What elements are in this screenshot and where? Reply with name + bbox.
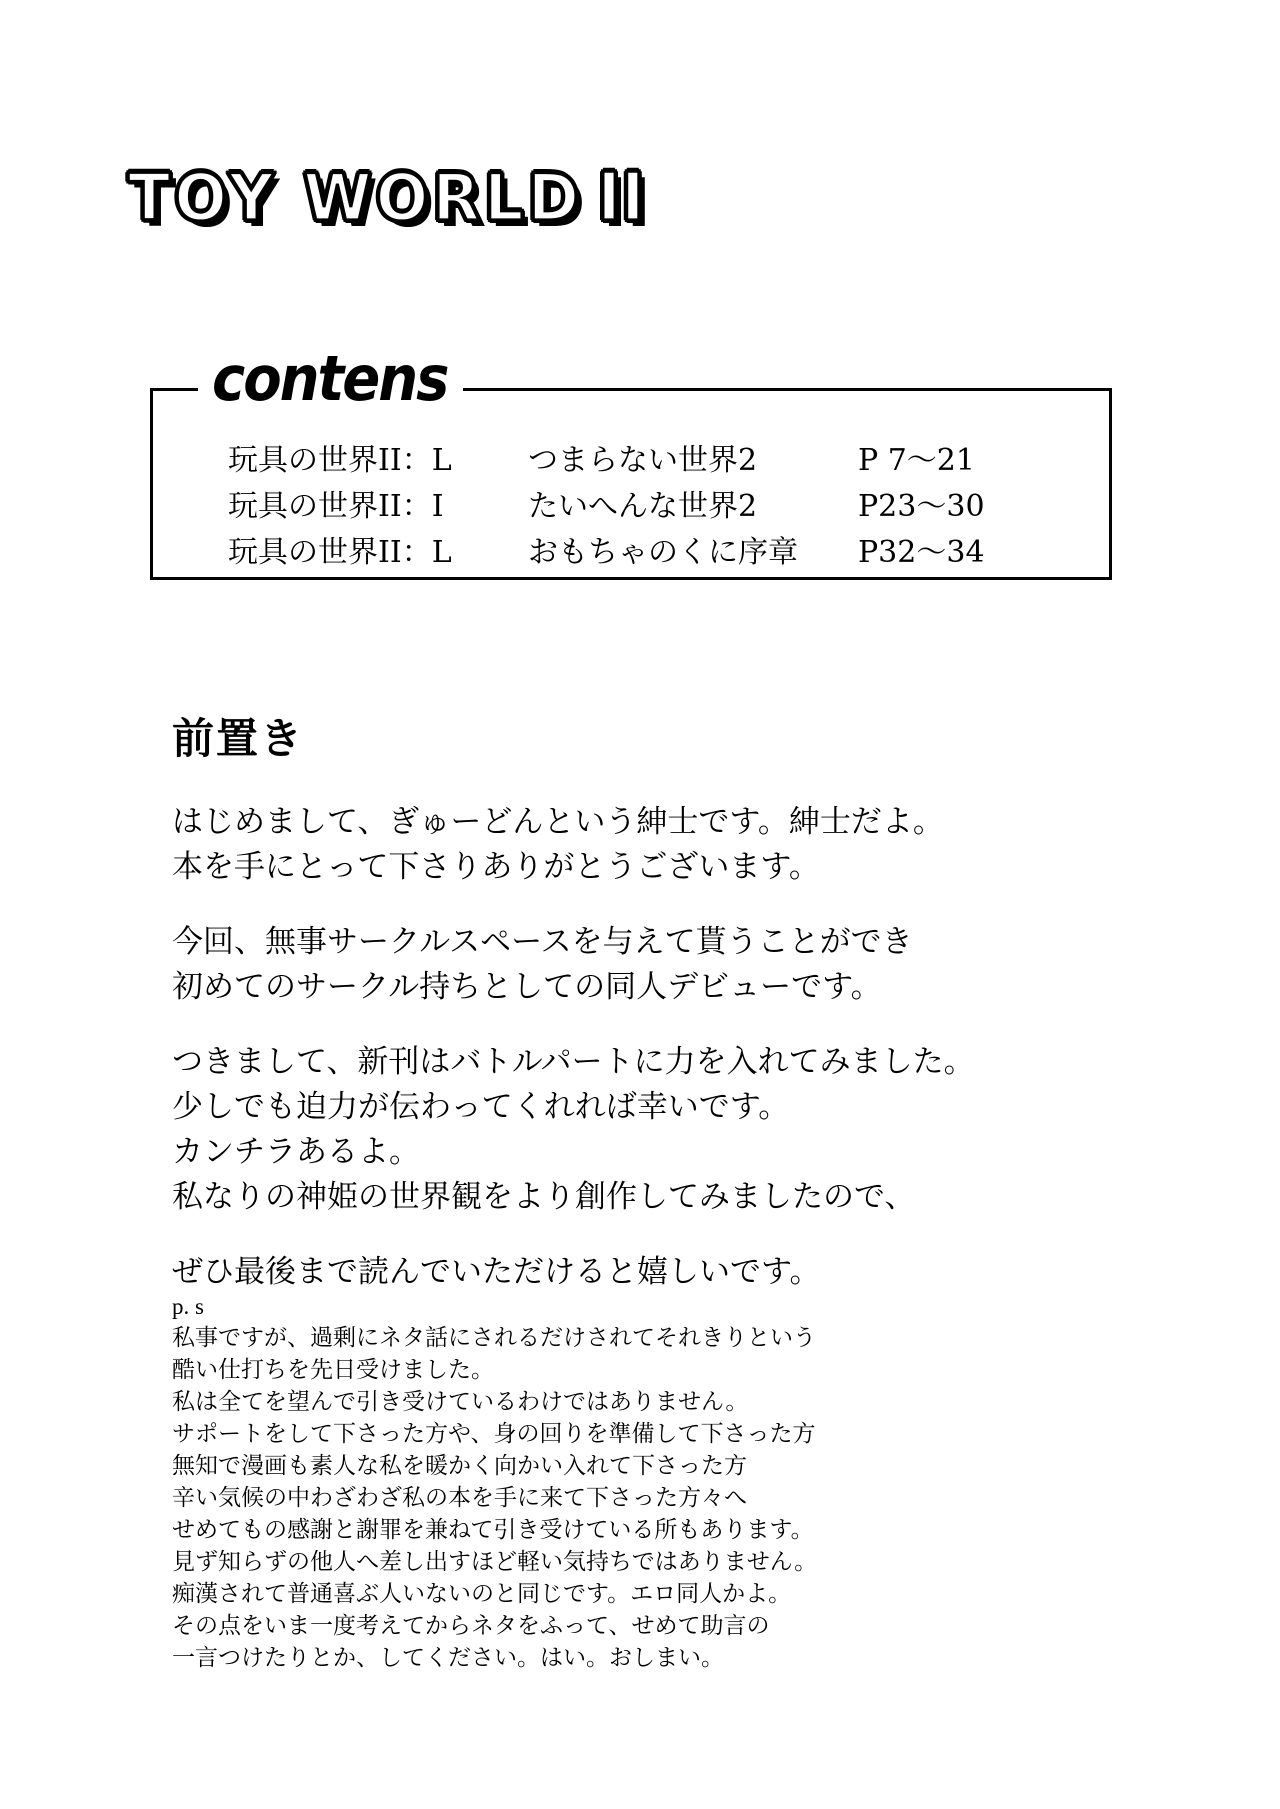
postscript-line: サポートをして下さった方や、身の回りを準備して下さった方 [172,1421,816,1447]
contents-row-title: 玩具の世界II：L [228,443,452,478]
postscript-line: 辛い気候の中わざわざ私の本を手に来て下さった方々へ [172,1485,747,1511]
postscript-line: 見ず知らずの他人へ差し出すほど軽い気持ちではありません。 [172,1549,818,1575]
contents-row-title: 玩具の世界II：L [228,535,452,570]
contents-row-pages: P23〜30 [858,489,985,524]
postscript-line: 無知で漫画も素人な私を暖かく向かい入れて下さった方 [172,1453,747,1479]
postscript-line: 私事ですが、過剰にネタ話にされるだけされてそれきりという [172,1325,816,1351]
contents-row-subtitle: おもちゃのくに序章 [528,535,798,570]
contents-list [228,438,1038,576]
contents-heading: contens [198,345,463,414]
preface-paragraph: 今回、無事サークルスペースを与えて貰うことができ 初めてのサークル持ちとしての同人デビューです。 [172,924,913,1005]
contents-row [228,530,1038,576]
preface-paragraph: つきまして、新刊はバトルパートに力を入れてみました。 少しでも迫力が伝わってくれれば幸いです。 カンチラあるよ。 私なりの神姫の世界観をより創作してみましたので、 [172,1044,975,1215]
preface-body [172,800,1112,1295]
contents-row-subtitle: つまらない世界2 [528,443,758,478]
postscript-block [172,1292,1072,1674]
contents-row [228,438,1038,484]
postscript-line: せめてもの感謝と謝罪を兼ねて引き受けている所もあります。 [172,1517,814,1543]
logo-volume: II [597,158,645,237]
contents-row-title: 玩具の世界II：I [228,489,444,524]
preface-heading: 前置き [172,714,305,763]
logo-title: TOY WORLD [128,158,584,236]
postscript-line: 私は全てを望んで引き受けているわけではありません。 [172,1389,749,1415]
book-logo [128,160,648,260]
contents-row-pages: P32〜34 [858,535,985,570]
postscript-line: 痴漢されて普通喜ぶ人いないのと同じです。エロ同人かよ。 [172,1581,792,1607]
postscript-label: p. s [172,1294,204,1319]
contents-row-subtitle: たいへんな世界2 [528,489,758,524]
postscript-line: 酷い仕打ちを先日受けました。 [172,1357,494,1383]
contents-row-pages: P 7〜21 [858,443,975,478]
logo-title-text [128,160,648,236]
postscript-line: その点をいま一度考えてからネタをふって、せめて助言の [172,1613,770,1639]
contents-row [228,484,1038,530]
preface-paragraph: はじめまして、ぎゅーどんという紳士です。紳士だよ。 本を手にとって下さりありがとうございます。 [172,804,944,885]
preface-paragraph: ぜひ最後まで読んでいただけると嬉しいです。 [172,1254,821,1290]
postscript-line: 一言つけたりとか、してください。はい。おしまい。 [172,1645,724,1671]
